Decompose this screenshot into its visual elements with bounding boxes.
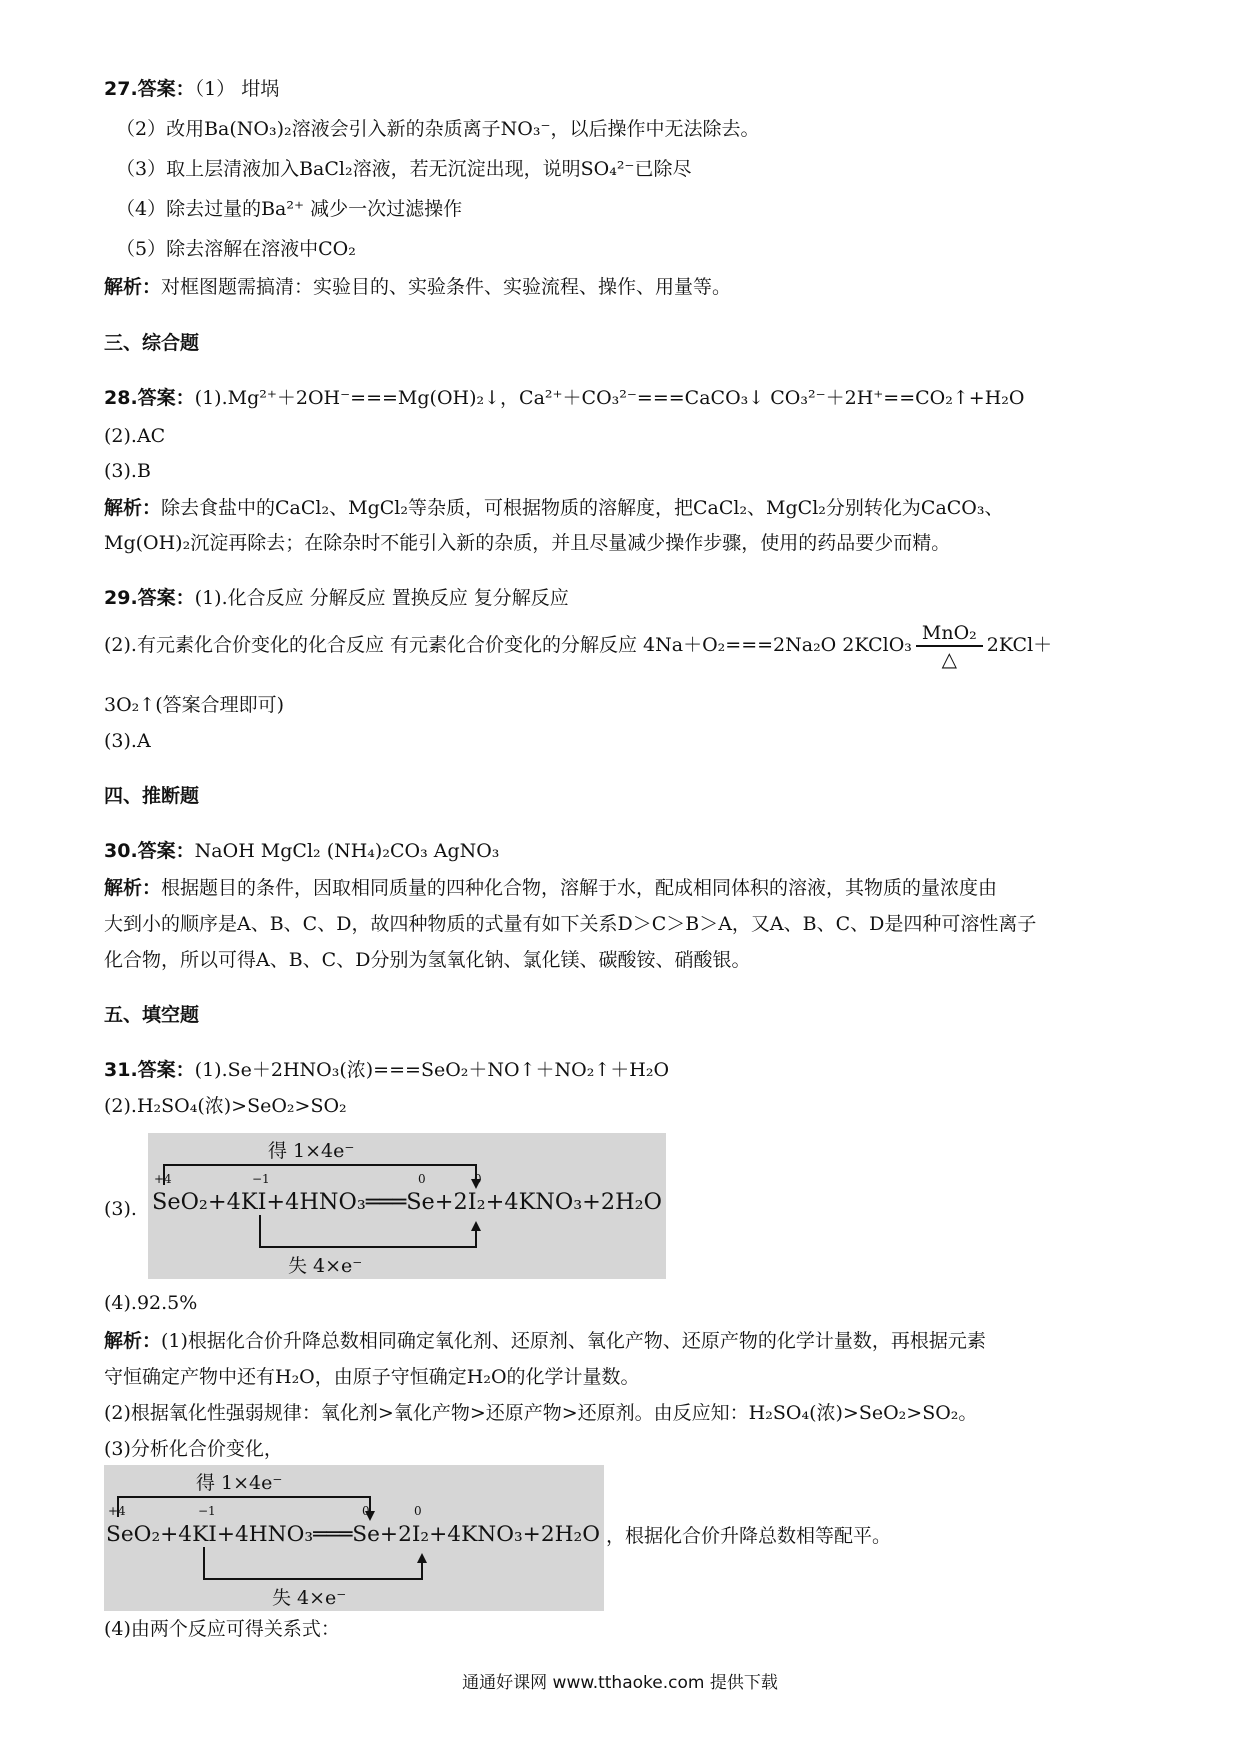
q29-answer-2 [104, 621, 1144, 671]
q31-analysis-1 [104, 1328, 1144, 1354]
q31-analysis-2: 守恒确定产物中还有H₂O，由原子守恒确定H₂O的化学计量数。 [104, 1366, 640, 1388]
electron-transfer-diagram-1 [148, 1133, 666, 1279]
q30-analysis-2: 大到小的顺序是A、B、C、D，故四种物质的式量有如下关系D＞C＞B＞A，又A、B、C、D是四种可溶性离子 [104, 913, 1037, 935]
q28-answer-3: (3).B [104, 460, 151, 482]
q27-analysis-text: 对框图题需搞清：实验目的、实验条件、实验流程、操作、用量等。 [161, 276, 732, 298]
q30-answer: NaOH MgCl₂ (NH₄)₂CO₃ AgNO₃ [194, 840, 500, 862]
q30-analysis-1 [104, 875, 1144, 901]
section-heading-5: 五、填空题 [104, 1004, 200, 1026]
q30-analysis-3: 化合物，所以可得A、B、C、D分别为氢氧化钠、氯化镁、碳酸铵、硝酸银。 [104, 949, 751, 971]
q27-answer-5: （5）除去溶解在溶液中CO₂ [116, 238, 356, 260]
q31-analysis-6: (4)由两个反应可得关系式： [104, 1618, 340, 1640]
q28-analysis-2: Mg(OH)₂沉淀再除去；在除杂时不能引入新的杂质，并且尽量减少操作步骤，使用的药品要少而精。 [104, 532, 951, 554]
ox-state-i-0-2: 0 [414, 1504, 422, 1518]
loss-electron-label: 失 4×e⁻ [288, 1255, 363, 1277]
ox-state-se-plus4-2: +4 [108, 1504, 126, 1518]
q31-answer-3-prefix: (3). [104, 1198, 137, 1220]
q27-answer-2: （2）改用Ba(NO₃)₂溶液会引入新的杂质离子NO₃⁻，以后操作中无法除去。 [116, 118, 760, 140]
q28-line-1 [104, 385, 1144, 411]
q30-answer-label: 30.答案： [104, 840, 195, 862]
redox-equation-2: SeO₂+4KI+4HNO₃═══Se+2I₂+4KNO₃+2H₂O [106, 1522, 600, 1546]
ox-state-i-minus1-2: −1 [198, 1504, 216, 1518]
electron-transfer-diagram-2 [104, 1465, 604, 1611]
q28-answer-1: (1).Mg²⁺＋2OH⁻===Mg(OH)₂↓，Ca²⁺＋CO₃²⁻===CaCO₃↓ CO₃²⁻＋2H⁺==CO₂↑+H₂O [194, 387, 1025, 409]
ox-state-se-0: 0 [418, 1172, 426, 1186]
q27-line-1 [104, 76, 1144, 102]
q27-analysis [104, 274, 1144, 300]
q31-answer-1: (1).Se＋2HNO₃(浓)===SeO₂＋NO↑＋NO₂↑＋H₂O [194, 1059, 670, 1081]
catalyst-label: MnO₂ [916, 621, 983, 647]
q31-answer-2: (2).H₂SO₄(浓)>SeO₂>SO₂ [104, 1095, 347, 1117]
section-heading-4: 四、推断题 [104, 785, 200, 807]
q31-answer-4: (4).92.5% [104, 1292, 198, 1314]
page-footer: 通通好课网 www.tthaoke.com 提供下载 [462, 1673, 778, 1693]
q31-analysis-5: ，根据化合价升降总数相等配平。 [606, 1525, 892, 1547]
q28-answer-label: 28.答案： [104, 387, 195, 409]
q28-analysis-label: 解析： [104, 497, 162, 519]
q31-analysis-3: (2)根据氧化性强弱规律：氧化剂>氧化产物>还原产物>还原剂。由反应知：H₂SO₄(浓)>SeO₂>SO₂。 [104, 1402, 978, 1424]
q30-analysis-text-1: 根据题目的条件，因取相同质量的四种化合物，溶解于水，配成相同体积的溶液，其物质的量浓度由 [161, 877, 998, 899]
q29-answer-2-end: 2KCl＋ [986, 634, 1053, 656]
q29-answer-1: (1).化合反应 分解反应 置换反应 复分解反应 [194, 587, 569, 609]
q27-analysis-label: 解析： [104, 276, 162, 298]
q29-answer-label: 29.答案： [104, 587, 195, 609]
q27-answer-label: 27.答案： [104, 78, 195, 100]
redox-equation: SeO₂+4KI+4HNO₃═══Se+2I₂+4KNO₃+2H₂O [152, 1190, 662, 1215]
q29-answer-2-cont: 3O₂↑(答案合理即可) [104, 694, 285, 716]
q29-line-1 [104, 585, 1144, 611]
q31-answer-label: 31.答案： [104, 1059, 195, 1081]
q31-analysis-text-1: (1)根据化合价升降总数相同确定氧化剂、还原剂、氧化产物、还原产物的化学计量数，再根据元素 [161, 1330, 986, 1352]
gain-electron-label: 得 1×4e⁻ [268, 1140, 355, 1162]
ox-state-i-minus1: −1 [252, 1172, 270, 1186]
ox-state-se-0-2: 0 [362, 1504, 370, 1518]
gain-electron-label-2: 得 1×4e⁻ [196, 1472, 283, 1494]
q28-analysis-text-1: 除去食盐中的CaCl₂、MgCl₂等杂质，可根据物质的溶解度，把CaCl₂、MgCl₂分别转化为CaCO₃、 [161, 497, 1004, 519]
q30-analysis-label: 解析： [104, 877, 162, 899]
q27-answer-3: （3）取上层清液加入BaCl₂溶液，若无沉淀出现，说明SO₄²⁻已除尽 [116, 158, 692, 180]
q29-answer-3: (3).A [104, 730, 151, 752]
q30-line-1 [104, 838, 1144, 864]
loss-electron-label-2: 失 4×e⁻ [272, 1587, 347, 1609]
q31-line-1 [104, 1057, 1144, 1083]
ox-state-i-0: 0 [474, 1172, 482, 1186]
q28-answer-2: (2).AC [104, 425, 166, 447]
q29-answer-2-text: (2).有元素化合价变化的化合反应 有元素化合价变化的分解反应 4Na＋O₂===2Na₂O 2KClO₃ [104, 634, 912, 656]
reaction-condition [916, 621, 983, 671]
q31-analysis-label: 解析： [104, 1330, 162, 1352]
q27-answer-4: （4）除去过量的Ba²⁺ 减少一次过滤操作 [116, 198, 463, 220]
section-heading-3: 三、综合题 [104, 332, 200, 354]
q27-answer-1: （1） 坩埚 [194, 78, 280, 100]
ox-state-se-plus4: +4 [154, 1172, 172, 1186]
heat-symbol: △ [941, 647, 958, 671]
q31-analysis-4: (3)分析化合价变化， [104, 1438, 283, 1460]
q28-analysis-1 [104, 495, 1144, 521]
